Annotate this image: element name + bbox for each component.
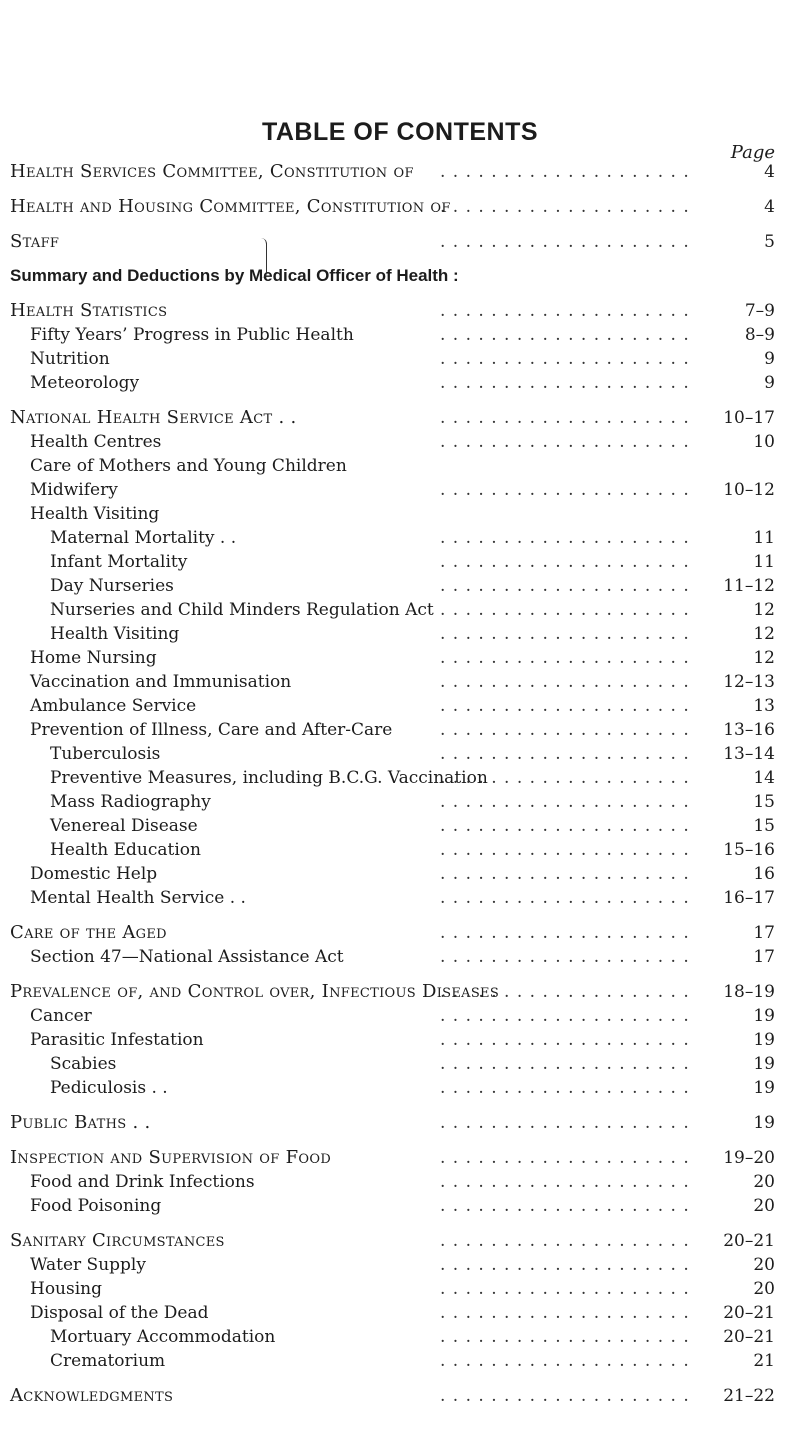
toc-entry-title: Nutrition bbox=[30, 349, 110, 369]
toc-entry bbox=[0, 1325, 800, 1349]
toc-entry-title: Day Nurseries bbox=[50, 576, 174, 596]
toc-entry-page: 12 bbox=[753, 600, 775, 620]
toc-entry-title: Domestic Help bbox=[30, 864, 158, 884]
toc-entry-title: Mass Radiography bbox=[50, 792, 211, 812]
leader-dots: . . . . . . . . . . . . . . . . . . . . bbox=[440, 624, 690, 644]
toc-entry-page: 17 bbox=[753, 923, 775, 943]
toc-entry-page: 20–21 bbox=[723, 1327, 775, 1347]
leader-dots: . . . . . . . . . . . . . . . . . . . . bbox=[440, 1303, 690, 1323]
toc-entry-page: 20 bbox=[753, 1255, 775, 1275]
leader-dots: . . . . . . . . . . . . . . . . . . . . bbox=[440, 1351, 690, 1371]
toc-entry-page: 19 bbox=[753, 1054, 775, 1074]
toc-entry-title: Sanitary Circumstances bbox=[10, 1230, 225, 1251]
toc-entry-title: Fifty Years’ Progress in Public Health bbox=[30, 325, 354, 345]
toc-entry bbox=[0, 574, 800, 598]
leader-dots: . . . . . . . . . . . . . . . . . . . . bbox=[440, 232, 690, 252]
toc-entry-title: Health Statistics bbox=[10, 300, 168, 321]
toc-entry-title: Summary and Deductions by Medical Officer of Health : bbox=[10, 266, 459, 285]
leader-dots: . . . . . . . . . . . . . . . . . . . . bbox=[440, 528, 690, 548]
toc-entry-title: Midwifery bbox=[30, 480, 118, 500]
leader-dots: . . . . . . . . . . . . . . . . . . . . bbox=[440, 1196, 690, 1216]
toc-entry-title: Vaccination and Immunisation bbox=[30, 672, 292, 692]
toc-entry-page: 12 bbox=[753, 648, 775, 668]
toc-entry-title: Mental Health Service . . bbox=[30, 888, 246, 908]
toc-entry bbox=[0, 1253, 800, 1277]
leader-dots: . . . . . . . . . . . . . . . . . . . . bbox=[440, 1386, 690, 1406]
leader-dots: . . . . . . . . . . . . . . . . . . . . bbox=[440, 1054, 690, 1074]
toc-entry-page: 15–16 bbox=[723, 840, 775, 860]
toc-entry bbox=[0, 598, 800, 622]
toc-entry bbox=[0, 1229, 800, 1253]
toc-entry-title: Pediculosis . . bbox=[50, 1078, 168, 1098]
leader-dots: . . . . . . . . . . . . . . . . . . . . bbox=[440, 792, 690, 812]
toc-entry bbox=[0, 195, 800, 219]
toc-entry bbox=[0, 371, 800, 395]
toc-entry-title: Home Nursing bbox=[30, 648, 157, 668]
toc-entry-title: Parasitic Infestation bbox=[30, 1030, 204, 1050]
leader-dots: . . . . . . . . . . . . . . . . . . . . bbox=[440, 480, 690, 500]
toc-entry-title: Tuberculosis bbox=[50, 744, 161, 764]
toc-entry-title: Section 47—National Assistance Act bbox=[30, 947, 344, 967]
toc-entry bbox=[0, 264, 800, 288]
leader-dots: . . . . . . . . . . . . . . . . . . . . bbox=[440, 864, 690, 884]
toc-entry bbox=[0, 1111, 800, 1135]
toc-entry-page: 19 bbox=[753, 1030, 775, 1050]
toc-entry-page: 13–16 bbox=[723, 720, 775, 740]
toc-entry-page: 20 bbox=[753, 1279, 775, 1299]
toc-entry-page: 8–9 bbox=[744, 325, 775, 345]
toc-entry-title: Disposal of the Dead bbox=[30, 1303, 209, 1323]
leader-dots: . . . . . . . . . . . . . . . . . . . . bbox=[440, 840, 690, 860]
toc-entry bbox=[0, 718, 800, 742]
leader-dots: . . . . . . . . . . . . . . . . . . . . bbox=[440, 1113, 690, 1133]
toc-entry-title: Prevalence of, and Control over, Infectious Diseases bbox=[10, 981, 500, 1002]
toc-entry-title: Maternal Mortality . . bbox=[50, 528, 237, 548]
toc-entry bbox=[0, 1384, 800, 1408]
toc-entry-page: 21–22 bbox=[723, 1386, 775, 1406]
toc-entry-title: Preventive Measures, including B.C.G. Vaccination bbox=[50, 768, 488, 788]
toc-entry-page: 7–9 bbox=[744, 301, 775, 321]
toc-entry-title: Public Baths . . bbox=[10, 1112, 151, 1133]
toc-entry bbox=[0, 454, 800, 478]
toc-entry-page: 12–13 bbox=[723, 672, 775, 692]
leader-dots: . . . . . . . . . . . . . . . . . . . . bbox=[440, 672, 690, 692]
toc-entry bbox=[0, 1004, 800, 1028]
toc-entry-page: 10 bbox=[753, 432, 775, 452]
toc-entry-title: Staff bbox=[10, 231, 60, 252]
page-title: TABLE OF CONTENTS bbox=[261, 118, 539, 146]
toc-entry-page: 20 bbox=[753, 1172, 775, 1192]
leader-dots: . . . . . . . . . . . . . . . . . . . . bbox=[440, 576, 690, 596]
toc-entry-page: 20–21 bbox=[723, 1303, 775, 1323]
leader-dots: . . . . . . . . . . . . . . . . . . . . bbox=[440, 888, 690, 908]
leader-dots: . . . . . . . . . . . . . . . . . . . . bbox=[440, 696, 690, 716]
toc-entry-page: 19 bbox=[753, 1113, 775, 1133]
leader-dots: . . . . . . . . . . . . . . . . . . . . bbox=[440, 1030, 690, 1050]
toc-entry-page: 13 bbox=[753, 696, 775, 716]
leader-dots: . . . . . . . . . . . . . . . . . . . . bbox=[440, 1172, 690, 1192]
toc-entry-title: Health Visiting bbox=[30, 504, 160, 524]
toc-entry-page: 19 bbox=[753, 1006, 775, 1026]
toc-entry-title: Scabies bbox=[50, 1054, 117, 1074]
leader-dots: . . . . . . . . . . . . . . . . . . . . bbox=[440, 552, 690, 572]
toc-entry-page: 9 bbox=[764, 349, 775, 369]
toc-entry-title: Infant Mortality bbox=[50, 552, 188, 572]
toc-entry-title: Mortuary Accommodation bbox=[50, 1327, 276, 1347]
toc-entry bbox=[0, 1277, 800, 1301]
leader-dots: . . . . . . . . . . . . . . . . . . . . bbox=[440, 1327, 690, 1347]
toc-entry-page: 5 bbox=[764, 232, 775, 252]
leader-dots: . . . . . . . . . . . . . . . . . . . . bbox=[440, 373, 690, 393]
leader-dots: . . . . . . . . . . . . . . . . . . . . bbox=[440, 1006, 690, 1026]
toc-entry-title: Food and Drink Infections bbox=[30, 1172, 255, 1192]
toc-entry-page: 11 bbox=[753, 528, 775, 548]
toc-entry bbox=[0, 886, 800, 910]
toc-entry-page: 18–19 bbox=[723, 982, 775, 1002]
toc-entry-title: Ambulance Service bbox=[30, 696, 197, 716]
toc-entry-title: Acknowledgments bbox=[10, 1385, 174, 1406]
toc-entry-page: 16 bbox=[753, 864, 775, 884]
toc-entry-page: 16–17 bbox=[723, 888, 775, 908]
toc-entry-title: Care of the Aged bbox=[10, 922, 167, 943]
toc-entry bbox=[0, 323, 800, 347]
toc-entry-title: Cancer bbox=[30, 1006, 92, 1026]
toc-entry-page: 4 bbox=[764, 162, 775, 182]
toc-entry bbox=[0, 622, 800, 646]
toc-entry bbox=[0, 742, 800, 766]
toc-entry-page: 20–21 bbox=[723, 1231, 775, 1251]
page-column-header: Page bbox=[730, 142, 775, 163]
leader-dots: . . . . . . . . . . . . . . . . . . . . bbox=[440, 923, 690, 943]
leader-dots: . . . . . . . . . . . . . . . . . . . . bbox=[440, 408, 690, 428]
toc-entry-title: Care of Mothers and Young Children bbox=[30, 456, 347, 476]
leader-dots: . . . . . . . . . . . . . . . . . . . . bbox=[440, 1078, 690, 1098]
toc-entry-page: 11–12 bbox=[723, 576, 775, 596]
toc-entry-page: 12 bbox=[753, 624, 775, 644]
toc-entry-page: 15 bbox=[753, 816, 775, 836]
toc-entry bbox=[0, 526, 800, 550]
toc-entry bbox=[0, 766, 800, 790]
leader-dots: . . . . . . . . . . . . . . . . . . . . bbox=[440, 982, 690, 1002]
leader-dots: . . . . . . . . . . . . . . . . . . . . bbox=[440, 816, 690, 836]
leader-dots: . . . . . . . . . . . . . . . . . . . . bbox=[440, 600, 690, 620]
toc-entry-title: Health and Housing Committee, Constitution of bbox=[10, 196, 451, 217]
toc-entry bbox=[0, 670, 800, 694]
toc-entry bbox=[0, 1194, 800, 1218]
leader-dots: . . . . . . . . . . . . . . . . . . . . bbox=[440, 349, 690, 369]
toc-entry bbox=[0, 550, 800, 574]
toc-entry-title: Prevention of Illness, Care and After-Care bbox=[30, 720, 393, 740]
leader-dots: . . . . . . . . . . . . . . . . . . . . bbox=[440, 744, 690, 764]
toc-entry bbox=[0, 814, 800, 838]
toc-entry-title: National Health Service Act . . bbox=[10, 407, 297, 428]
toc-entry-title: Crematorium bbox=[50, 1351, 166, 1371]
toc-entry-title: Inspection and Supervision of Food bbox=[10, 1147, 332, 1168]
toc-entry bbox=[0, 1301, 800, 1325]
toc-entry bbox=[0, 1349, 800, 1373]
toc-entry-title: Housing bbox=[30, 1279, 103, 1299]
leader-dots: . . . . . . . . . . . . . . . . . . . . bbox=[440, 1255, 690, 1275]
toc-entry-title: Nurseries and Child Minders Regulation Act bbox=[50, 600, 434, 620]
toc-entry-page: 11 bbox=[753, 552, 775, 572]
toc-entry-page: 19–20 bbox=[723, 1148, 775, 1168]
leader-dots: . . . . . . . . . . . . . . . . . . . . bbox=[440, 162, 690, 182]
leader-dots: . . . . . . . . . . . . . . . . . . . . bbox=[440, 720, 690, 740]
leader-dots: . . . . . . . . . . . . . . . . . . . . bbox=[440, 768, 690, 788]
toc-entry bbox=[0, 299, 800, 323]
group-brace bbox=[258, 238, 267, 278]
toc-entry-page: 10–17 bbox=[723, 408, 775, 428]
toc-entry-title: Food Poisoning bbox=[30, 1196, 162, 1216]
toc-entry-page: 14 bbox=[753, 768, 775, 788]
leader-dots: . . . . . . . . . . . . . . . . . . . . bbox=[440, 947, 690, 967]
toc-entry bbox=[0, 160, 800, 184]
toc-entry-title: Meteorology bbox=[30, 373, 140, 393]
toc-entry-page: 19 bbox=[753, 1078, 775, 1098]
toc-entry-title: Venereal Disease bbox=[50, 816, 198, 836]
leader-dots: . . . . . . . . . . . . . . . . . . . . bbox=[440, 1148, 690, 1168]
toc-entry bbox=[0, 862, 800, 886]
toc-entry-title: Health Visiting bbox=[50, 624, 180, 644]
leader-dots: . . . . . . . . . . . . . . . . . . . . bbox=[440, 301, 690, 321]
toc-entry bbox=[0, 694, 800, 718]
toc-entry-page: 9 bbox=[764, 373, 775, 393]
toc-entry-page: 17 bbox=[753, 947, 775, 967]
toc-entry-page: 4 bbox=[764, 197, 775, 217]
toc-entry-title: Health Education bbox=[50, 840, 201, 860]
toc-entry-page: 20 bbox=[753, 1196, 775, 1216]
toc-entry bbox=[0, 921, 800, 945]
toc-entry bbox=[0, 1170, 800, 1194]
toc-entry bbox=[0, 347, 800, 371]
toc-entry-title: Health Centres bbox=[30, 432, 162, 452]
toc-entry bbox=[0, 790, 800, 814]
toc-entry bbox=[0, 1028, 800, 1052]
toc-entry bbox=[0, 980, 800, 1004]
toc-entry bbox=[0, 646, 800, 670]
toc-entry-title: Health Services Committee, Constitution of bbox=[10, 161, 414, 182]
toc-entry bbox=[0, 1052, 800, 1076]
toc-entry bbox=[0, 430, 800, 454]
toc-entry-page: 21 bbox=[753, 1351, 775, 1371]
leader-dots: . . . . . . . . . . . . . . . . . . . . bbox=[440, 1231, 690, 1251]
toc-entry bbox=[0, 945, 800, 969]
toc-entry-page: 13–14 bbox=[723, 744, 775, 764]
toc-entry bbox=[0, 478, 800, 502]
toc-entry bbox=[0, 406, 800, 430]
toc-entry bbox=[0, 1146, 800, 1170]
toc-entry bbox=[0, 1076, 800, 1100]
leader-dots: . . . . . . . . . . . . . . . . . . . . bbox=[440, 325, 690, 345]
toc-entry-title: Water Supply bbox=[30, 1255, 146, 1275]
leader-dots: . . . . . . . . . . . . . . . . . . . . bbox=[440, 197, 690, 217]
toc-entry-page: 10–12 bbox=[723, 480, 775, 500]
leader-dots: . . . . . . . . . . . . . . . . . . . . bbox=[440, 432, 690, 452]
toc-entry bbox=[0, 838, 800, 862]
leader-dots: . . . . . . . . . . . . . . . . . . . . bbox=[440, 648, 690, 668]
toc-entry bbox=[0, 502, 800, 526]
toc-entry bbox=[0, 230, 800, 254]
toc-entry-page: 15 bbox=[753, 792, 775, 812]
leader-dots: . . . . . . . . . . . . . . . . . . . . bbox=[440, 1279, 690, 1299]
